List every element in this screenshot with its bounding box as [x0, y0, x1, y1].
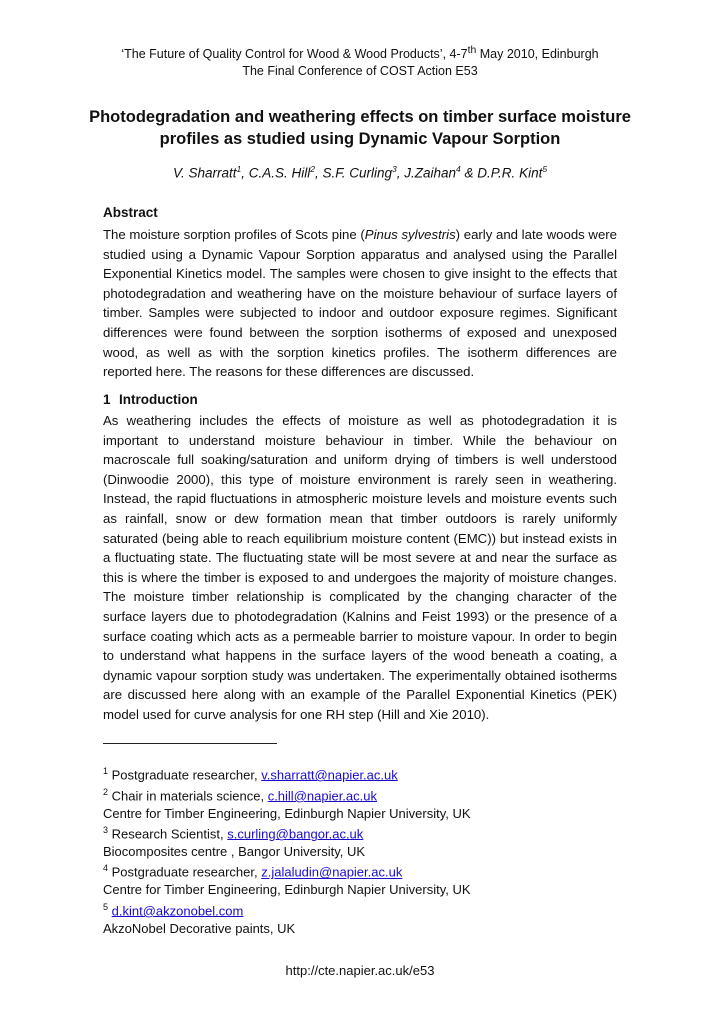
email-link[interactable]: c.hill@napier.ac.uk	[267, 788, 377, 804]
email-link[interactable]: v.sharratt@napier.ac.uk	[261, 767, 398, 783]
footnote-3: $^3$ Research Scientist, s.curling@bangor.ac.uk	[103, 825, 364, 842]
conference-line-1: ‘The Future of Quality Control for Wood & Wood Products’, 4-7th May 2010, Edinburgh	[121, 45, 599, 62]
footnote-affiliation: Centre for Timber Engineering, Edinburgh Napier University, UK	[103, 805, 471, 821]
email-link[interactable]: d.kint@akzonobel.com	[111, 903, 244, 919]
introduction-heading: 1 Introduction	[103, 390, 617, 410]
author-list: V. Sharratt$^1$, C.A.S. Hill$^2$, S.F. Curling$^3$, J.Zaihan$^4$ & D.P.R. Kint$^5$	[172, 164, 548, 181]
author-name: S.F. Curling	[322, 165, 393, 181]
abstract-text: The moisture sorption profiles of Scots pine (Pinus sylvestris) early and late woods were studied using a Dynamic Vapour Sorption apparatus and analysed using the Parallel Exponential Kinetics model. The samples were chosen to give insight to the effects that photodegradation and weathering have on the moisture behaviour of surface layers of timber. Samples were subjected to indoor and outdoor exposure regimes. Significant differences were found between the sorption isotherms of exposed and unexposed wood, as well as with the sorption kinetics profiles. The isotherm differences are reported here. The reasons for these differences are discussed.	[103, 227, 618, 380]
footnote-affiliation: Centre for Timber Engineering, Edinburgh Napier University, UK	[103, 882, 471, 898]
introduction-text: As weathering includes the effects of moisture as well as photodegradation it is important to understand moisture behaviour in timber. While the behaviour on macroscale full soaking/saturation and uniform drying of timbers is well understood (Dinwoodie 2000), this type of moisture environment is rarely seen in weathering. Instead, the rapid fluctuations in atmospheric moisture levels and moisture events such as rainfall, snow or dew formation mean that timber outdoors is rarely uniformly saturated (being able to reach equilibrium moisture content (EMC)) but instead exists in a fluctuating state. The fluctuating state will be most severe at and near the surface as this is where the timber is exposed to and undergoes the majority of moisture changes. The moisture timber relationship is complicated by the changing character of the surface layers due to photodegradation (Kalnins and Feist 1993) or the presence of a surface coating which acts as a permeable barrier to moisture vapour. In order to begin to understand what happens in the surface layers of the wood beneath a coating, a dynamic vapour sorption study was undertaken. The experimentally obtained isotherms are discussed here along with an example of the Parallel Exponential Kinetics (PEK) model used for curve analysis for one RH step (Hill and Xie 2010).	[103, 413, 617, 722]
section-number: 1	[103, 392, 111, 407]
abstract-heading: Abstract	[103, 205, 158, 220]
email-link[interactable]: z.jalaludin@napier.ac.uk	[261, 864, 403, 880]
footnotes	[103, 763, 617, 937]
abstract-section	[103, 203, 617, 382]
paper-title: Photodegradation and weathering effects on timber surface moisture profiles as studied using Dynamic Vapour Sorption	[89, 108, 631, 148]
conference-line-2: The Final Conference of COST Action E53	[242, 64, 478, 79]
footnote-divider	[103, 743, 277, 744]
author-name: D.P.R. Kint	[477, 165, 543, 181]
footnote-5: $^5$ d.kint@akzonobel.com	[103, 901, 244, 919]
footnote-2: $^2$ Chair in materials science, c.hill@napier.ac.uk	[103, 786, 377, 804]
footnote-4: $^4$ Postgraduate researcher, z.jalaludin@napier.ac.uk	[103, 863, 403, 880]
author-name: C.A.S. Hill	[248, 165, 311, 181]
conference-header	[0, 42, 720, 80]
footer-url[interactable]: http://cte.napier.ac.uk/e53	[285, 963, 435, 978]
author-name: V. Sharratt	[172, 165, 237, 181]
author-name: J.Zaihan	[404, 165, 457, 181]
introduction-section	[103, 390, 617, 725]
footnote-affiliation: AkzoNobel Decorative paints, UK	[103, 920, 296, 936]
footnote-affiliation: Biocomposites centre , Bangor University, UK	[103, 843, 366, 859]
species-name: Pinus sylvestris	[364, 227, 456, 242]
footnote-1: $^1$ Postgraduate researcher, v.sharratt@napier.ac.uk	[103, 766, 398, 783]
email-link[interactable]: s.curling@bangor.ac.uk	[227, 826, 364, 842]
